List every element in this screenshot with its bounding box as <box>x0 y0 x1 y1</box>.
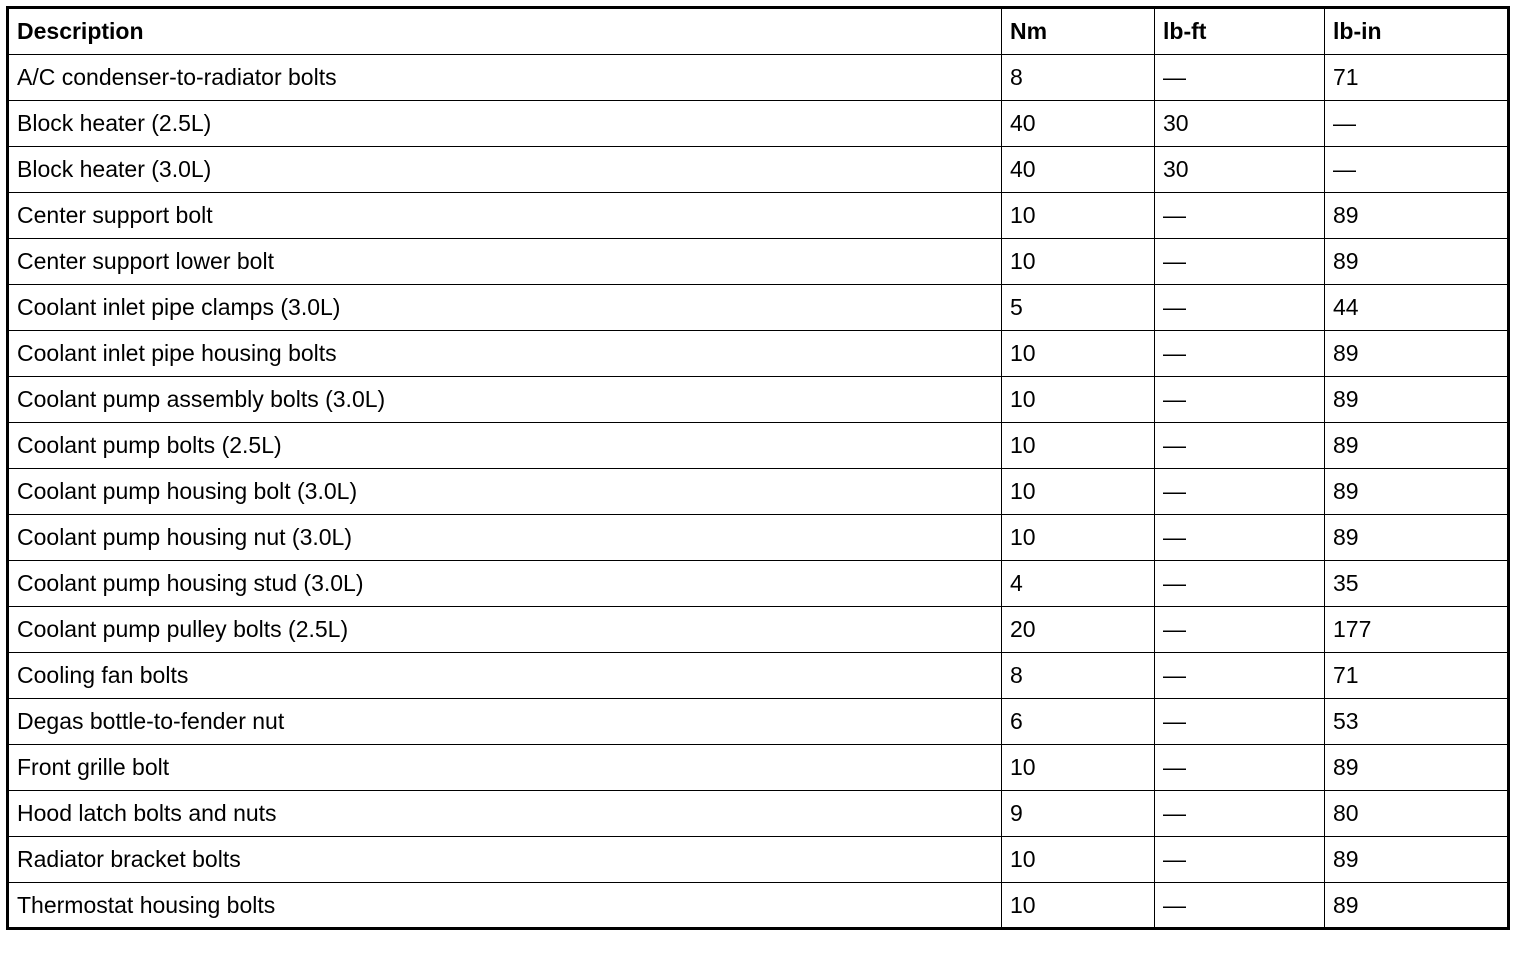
table-row <box>8 791 1509 837</box>
cell-lb-ft: — <box>1155 469 1325 515</box>
cell-lb-ft: — <box>1155 193 1325 239</box>
cell-lb-ft: — <box>1155 883 1325 929</box>
table-row <box>8 193 1509 239</box>
cell-description: Block heater (3.0L) <box>8 147 1002 193</box>
cell-description: Coolant pump housing stud (3.0L) <box>8 561 1002 607</box>
cell-lb-ft: — <box>1155 377 1325 423</box>
cell-description: Center support lower bolt <box>8 239 1002 285</box>
cell-lb-ft: — <box>1155 55 1325 101</box>
header-description: Description <box>8 8 1002 55</box>
cell-lb-ft: — <box>1155 515 1325 561</box>
table-row <box>8 101 1509 147</box>
cell-lb-ft: 30 <box>1155 101 1325 147</box>
table-row <box>8 285 1509 331</box>
table-header <box>8 8 1509 55</box>
cell-nm: 10 <box>1002 469 1155 515</box>
cell-description: Coolant inlet pipe housing bolts <box>8 331 1002 377</box>
cell-lb-ft: — <box>1155 699 1325 745</box>
cell-lb-ft: — <box>1155 239 1325 285</box>
cell-lb-in: 44 <box>1325 285 1509 331</box>
table-row <box>8 837 1509 883</box>
table-row <box>8 331 1509 377</box>
cell-nm: 5 <box>1002 285 1155 331</box>
table-body <box>8 55 1509 929</box>
cell-nm: 8 <box>1002 55 1155 101</box>
cell-description: Center support bolt <box>8 193 1002 239</box>
cell-nm: 4 <box>1002 561 1155 607</box>
cell-description: Coolant pump housing nut (3.0L) <box>8 515 1002 561</box>
cell-lb-in: 89 <box>1325 837 1509 883</box>
cell-nm: 8 <box>1002 653 1155 699</box>
cell-lb-in: 89 <box>1325 377 1509 423</box>
table-row <box>8 561 1509 607</box>
cell-nm: 10 <box>1002 837 1155 883</box>
table-row <box>8 607 1509 653</box>
cell-nm: 10 <box>1002 423 1155 469</box>
cell-lb-ft: — <box>1155 791 1325 837</box>
header-nm: Nm <box>1002 8 1155 55</box>
cell-description: Coolant pump housing bolt (3.0L) <box>8 469 1002 515</box>
header-row <box>8 8 1509 55</box>
cell-description: A/C condenser-to-radiator bolts <box>8 55 1002 101</box>
cell-nm: 10 <box>1002 193 1155 239</box>
cell-lb-in: 89 <box>1325 193 1509 239</box>
cell-lb-ft: — <box>1155 561 1325 607</box>
cell-lb-in: 71 <box>1325 55 1509 101</box>
table-row <box>8 377 1509 423</box>
table-row <box>8 699 1509 745</box>
cell-lb-ft: — <box>1155 331 1325 377</box>
table-row <box>8 423 1509 469</box>
cell-lb-in: 89 <box>1325 239 1509 285</box>
cell-lb-in: — <box>1325 101 1509 147</box>
cell-lb-in: 89 <box>1325 515 1509 561</box>
cell-description: Hood latch bolts and nuts <box>8 791 1002 837</box>
table-row <box>8 469 1509 515</box>
cell-lb-in: 89 <box>1325 745 1509 791</box>
cell-description: Coolant pump assembly bolts (3.0L) <box>8 377 1002 423</box>
cell-description: Radiator bracket bolts <box>8 837 1002 883</box>
cell-description: Thermostat housing bolts <box>8 883 1002 929</box>
table-row <box>8 515 1509 561</box>
table-row <box>8 653 1509 699</box>
cell-description: Block heater (2.5L) <box>8 101 1002 147</box>
cell-lb-ft: — <box>1155 285 1325 331</box>
cell-lb-in: 71 <box>1325 653 1509 699</box>
table-row <box>8 239 1509 285</box>
cell-lb-ft: — <box>1155 837 1325 883</box>
cell-lb-ft: — <box>1155 423 1325 469</box>
cell-lb-ft: 30 <box>1155 147 1325 193</box>
cell-nm: 10 <box>1002 239 1155 285</box>
cell-lb-in: 89 <box>1325 469 1509 515</box>
cell-nm: 20 <box>1002 607 1155 653</box>
cell-description: Cooling fan bolts <box>8 653 1002 699</box>
cell-nm: 10 <box>1002 331 1155 377</box>
cell-lb-in: 89 <box>1325 883 1509 929</box>
cell-lb-ft: — <box>1155 653 1325 699</box>
header-lb-ft: lb-ft <box>1155 8 1325 55</box>
table-row <box>8 883 1509 929</box>
table-row <box>8 147 1509 193</box>
cell-description: Front grille bolt <box>8 745 1002 791</box>
cell-nm: 10 <box>1002 745 1155 791</box>
cell-nm: 10 <box>1002 515 1155 561</box>
cell-nm: 10 <box>1002 883 1155 929</box>
cell-lb-in: 177 <box>1325 607 1509 653</box>
cell-description: Degas bottle-to-fender nut <box>8 699 1002 745</box>
cell-lb-in: 89 <box>1325 331 1509 377</box>
table-row <box>8 745 1509 791</box>
table-row <box>8 55 1509 101</box>
cell-lb-ft: — <box>1155 607 1325 653</box>
cell-lb-in: 80 <box>1325 791 1509 837</box>
cell-nm: 6 <box>1002 699 1155 745</box>
cell-description: Coolant pump pulley bolts (2.5L) <box>8 607 1002 653</box>
cell-lb-ft: — <box>1155 745 1325 791</box>
cell-description: Coolant inlet pipe clamps (3.0L) <box>8 285 1002 331</box>
cell-nm: 40 <box>1002 147 1155 193</box>
cell-lb-in: 35 <box>1325 561 1509 607</box>
cell-lb-in: 89 <box>1325 423 1509 469</box>
cell-lb-in: — <box>1325 147 1509 193</box>
cell-nm: 10 <box>1002 377 1155 423</box>
cell-lb-in: 53 <box>1325 699 1509 745</box>
cell-nm: 40 <box>1002 101 1155 147</box>
cell-description: Coolant pump bolts (2.5L) <box>8 423 1002 469</box>
cell-nm: 9 <box>1002 791 1155 837</box>
header-lb-in: lb-in <box>1325 8 1509 55</box>
torque-specifications-table <box>6 6 1510 930</box>
